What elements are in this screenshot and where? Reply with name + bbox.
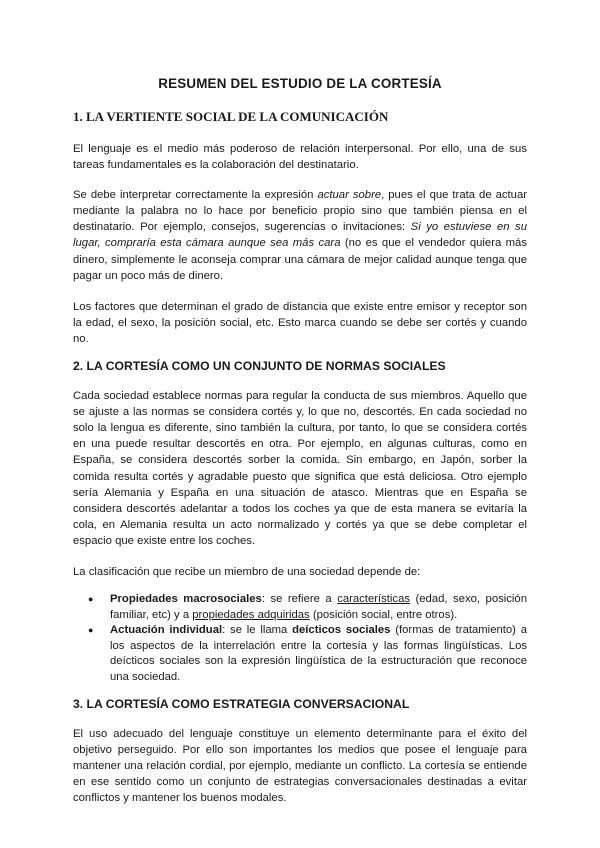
text-run: Se debe interpretar correctamente la expresión [73, 189, 318, 202]
text-run: (edad, sexo, posición familiar, etc) y a [110, 593, 527, 621]
paragraph: La clasificación que recibe un miembro de una sociedad depende de: [73, 565, 421, 578]
bullet-icon: ● [88, 625, 94, 636]
list-item [88, 592, 527, 623]
italic-example: Si yo estuviese en su lugar, compraría esta cámara aunque sea más cara [73, 221, 527, 250]
bullet-list [73, 592, 527, 685]
text-run: (no es que el vendedor quiera más dinero, simplemente le aconseja comprar una cámara de mejor calidad aunque tenga que pagar un poco más de dinero. [73, 237, 527, 282]
bold-term: deícticos sociales [292, 624, 391, 637]
section-heading-2: 2. LA CORTESÍA COMO UN CONJUNTO DE NORMAS SOCIALES [73, 359, 446, 374]
paragraph: Cada sociedad establece normas para regular la conducta de sus miembros. Aquello que se ajuste a las normas se considera cortés y, lo que no, descortés. En cada sociedad no solo la lengua es diferente, sino también la cultura, por tanto, lo que se considera cortés en una puede resultar descortés en otra. Por ejemplo, en algunas culturas, como en España, se considera descortés sorber la comida. Sin embargo, en Japón, sorber la comida resulta cortés y agradable puesto que significa que está deliciosa. Otro ejemplo sería Alemania y España en una situación de atasco. Mientras que en España se considera descortés adelantar a todos los coches ya que de esta manera se evitaría la cola, en Alemania resulta un acto normalizado y cortés ya que se debe completar el espacio que existe entre los coches. [73, 390, 527, 547]
section-heading-1: 1. LA VERTIENTE SOCIAL DE LA COMUNICACIÓN [73, 109, 389, 124]
text-run: : se refiere a [261, 593, 338, 606]
underlined-term: propiedades adquiridas [192, 608, 310, 621]
section-heading-3: 3. LA CORTESÍA COMO ESTRATEGIA CONVERSACIONAL [73, 697, 410, 712]
text-run: (posición social, entre otros). [309, 608, 458, 621]
bold-term: Propiedades macrosociales [110, 593, 262, 606]
text-run: , pues el que trata de actuar mediante la palabra no lo hace por beneficio propio sino que también piensa en el destinatario. Por ejemplo, consejos, sugerencias o invitaciones: [73, 189, 528, 234]
page-title: RESUMEN DEL ESTUDIO DE LA CORTESÍA [158, 76, 442, 91]
bold-term: Actuación individual [110, 624, 223, 637]
list-item [88, 623, 528, 685]
bullet-icon: ● [88, 594, 94, 605]
paragraph [73, 187, 527, 284]
paragraph: El lenguaje es el medio más poderoso de relación interpersonal. Por ello, una de sus tareas fundamentales es la colaboración del destinatario. [73, 143, 527, 172]
italic-phrase: actuar sobre [317, 189, 382, 202]
underlined-term: características [337, 593, 411, 606]
paragraph: Los factores que determinan el grado de distancia que existe entre emisor y receptor son la edad, el sexo, la posición social, etc. Esto marca cuando se debe ser cortés y cuando no. [73, 300, 527, 345]
text-run: (formas de tratamiento) a los aspectos de la interrelación entre la cortesía y las formas lingüísticas. Los deícticos sociales son la expresión lingüística de la estructuración que reconoce una sociedad. [110, 624, 528, 683]
paragraph: El uso adecuado del lenguaje constituye un elemento determinante para el éxito del objetivo perseguido. Por ello son importantes los medios que posee el lenguaje para mantener una relación cordial, por ejemplo, mediante un conflicto. La cortesía se entiende en ese sentido como un conjunto de estrategias conversacionales destinadas a evitar conflictos y mantener los buenos modales. [73, 728, 527, 805]
text-run: : se le llama [222, 624, 293, 637]
